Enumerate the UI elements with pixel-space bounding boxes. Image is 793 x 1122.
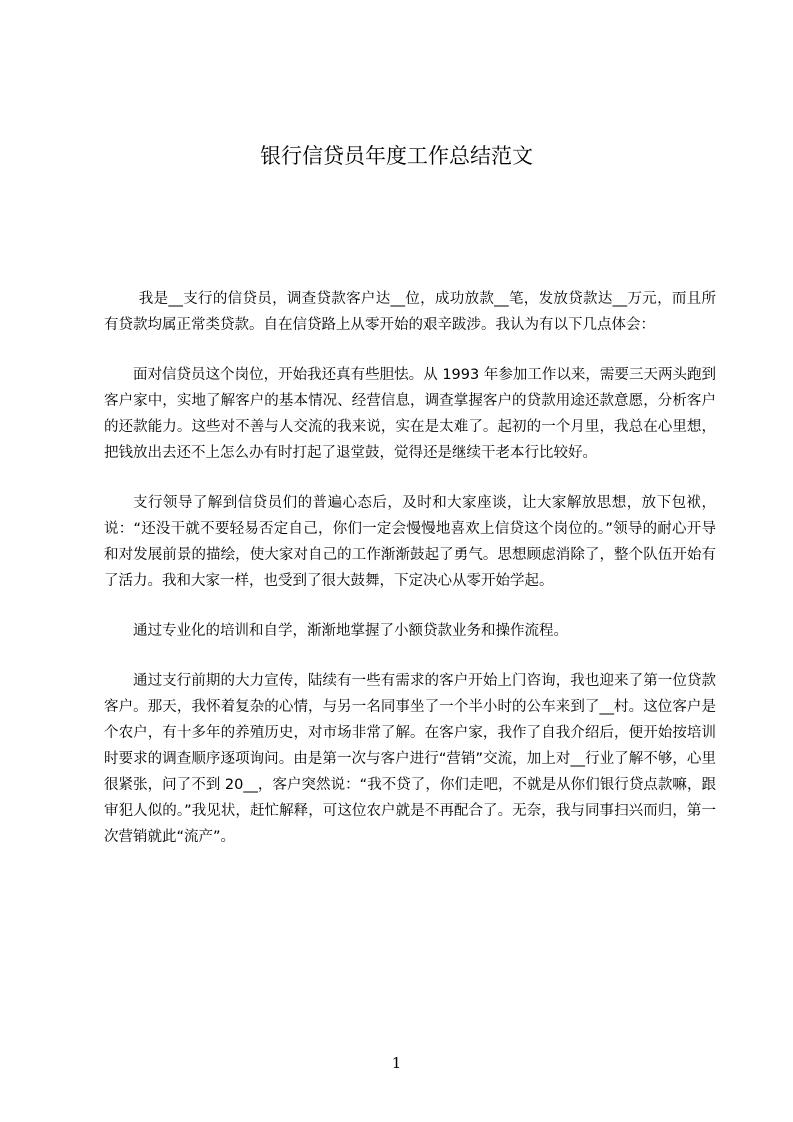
paragraph-intro: 我是__支行的信贷员，调查贷款客户达__位，成功放款__笔，发放贷款达__万元，而且所有贷款均属正常类贷款。自在信贷路上从零开始的艰辛跋涉。我认为有以下几点体会： bbox=[104, 291, 716, 333]
document-body bbox=[104, 286, 716, 874]
document-title: 银行信贷员年度工作总结范文 bbox=[260, 144, 533, 168]
paragraph-initial-fear: 面对信贷员这个岗位，开始我还真有些胆怯。从 1993 年参加工作以来，需要三天两头跑到客户家中，实地了解客户的基本情况、经营信息，调查掌握客户的贷款用途还款意愿，分析客户的还款能力。这些对不善与人交流的我来说，实在是太难了。起初的一个月里，我总在心里想，把钱放出去还不上怎么办有时打起了退堂鼓，觉得还是继续干老本行比较好。 bbox=[104, 367, 716, 461]
paragraph-leadership-encouragement: 支行领导了解到信贷员们的普遍心态后，及时和大家座谈，让大家解放思想，放下包袱，说：“还没干就不要轻易否定自己，你们一定会慢慢地喜欢上信贷这个岗位的。”领导的耐心开导和对发展前景的描绘，使大家对自己的工作渐渐鼓起了勇气。思想顾虑消除了，整个队伍开始有了活力。我和大家一样，也受到了很大鼓舞，下定决心从零开始学起。 bbox=[104, 495, 716, 589]
paragraph-training: 通过专业化的培训和自学，渐渐地掌握了小额贷款业务和操作流程。 bbox=[133, 623, 568, 639]
page-number: 1 bbox=[391, 1054, 402, 1072]
paragraph-first-customer: 通过支行前期的大力宣传，陆续有一些有需求的客户开始上门咨询，我也迎来了第一位贷款客户。那天，我怀着复杂的心情，与另一名同事坐了一个半小时的公车来到了__村。这位客户是个农户，有十多年的养殖历史，对市场非常了解。在客户家，我作了自我介绍后，便开始按培训时要求的调查顺序逐项询问。由是第一次与客户进行“营销”交流，加上对__行业了解不够，心里很紧张，问了不到 20__，客户突然说：“我不贷了，你们走吧，不就是从你们银行贷点款嘛，跟审犯人似的。”我见状，赶忙解释，可这位农户就是不再配合了。无奈，我与同事扫兴而归，第一次营销就此“流产”。 bbox=[104, 673, 716, 845]
